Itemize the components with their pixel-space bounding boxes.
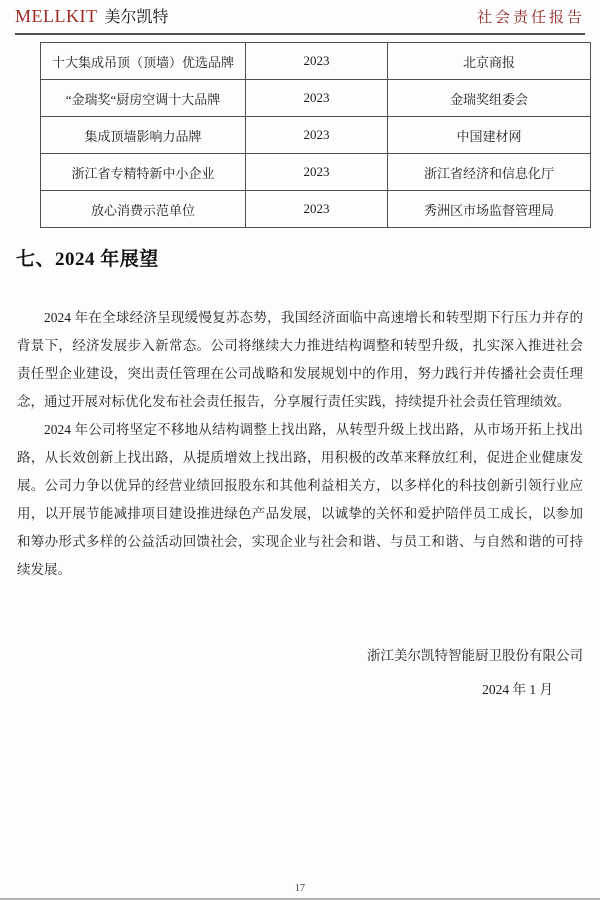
table-row <box>41 154 591 191</box>
document-title: 社会责任报告 <box>476 10 585 26</box>
award-name-cell: 十大集成吊顶（顶墙）优选品牌 <box>41 43 246 80</box>
year-cell: 2023 <box>246 80 388 117</box>
table-row <box>41 43 591 80</box>
page-number: 17 <box>295 883 305 894</box>
signature-company: 浙江美尔凯特智能厨卫股份有限公司 <box>367 648 583 663</box>
award-name-cell: 放心消费示范单位 <box>41 191 246 228</box>
brand-name-cn: 美尔凯特 <box>104 9 169 26</box>
issuer-cell: 金瑞奖组委会 <box>388 80 591 117</box>
year-cell: 2023 <box>246 43 388 80</box>
issuer-cell: 中国建材网 <box>388 117 591 154</box>
awards-table <box>40 42 591 228</box>
section-heading: 七、2024 年展望 <box>16 249 159 270</box>
award-name-cell: “金瑞奖“厨房空调十大品牌 <box>41 80 246 117</box>
year-cell: 2023 <box>246 117 388 154</box>
issuer-cell: 浙江省经济和信息化厅 <box>388 154 591 191</box>
table-row <box>41 191 591 228</box>
year-cell: 2023 <box>246 154 388 191</box>
page-header <box>15 6 585 35</box>
award-name-cell: 浙江省专精特新中小企业 <box>41 154 246 191</box>
award-name-cell: 集成顶墙影响力品牌 <box>41 117 246 154</box>
brand <box>15 6 169 28</box>
issuer-cell: 北京商报 <box>388 43 591 80</box>
paragraph: 2024 年公司将坚定不移地从结构调整上找出路，从转型升级上找出路，从市场开拓上找出路，从长效创新上找出路，从提质增效上找出路，用积极的改革来释放红利，促进企业健康发展。公司力争以优异的经营业绩回报股东和其他利益相关方，以多样化的科技创新引领行业应用，以开展节能减排项目建设推进绿色产品发展，以诚挚的关怀和爱护陪伴员工成长，以参加和筹办形式多样的公益活动回馈社会，实现企业与社会和谐、与员工和谐、与自然和谐的可持续发展。 <box>17 422 583 577</box>
table-row <box>41 117 591 154</box>
brand-logo-text: MELLKIT <box>15 6 98 26</box>
year-cell: 2023 <box>246 191 388 228</box>
signature-date: 2024 年 1 月 <box>482 682 553 697</box>
section-body <box>17 304 583 584</box>
table-row <box>41 80 591 117</box>
signature-block <box>367 642 583 704</box>
paragraph: 2024 年在全球经济呈现缓慢复苏态势，我国经济面临中高速增长和转型期下行压力并存的背景下，经济发展步入新常态。公司将继续大力推进结构调整和转型升级，扎实深入推进社会责任型企业建设，突出责任管理在公司战略和发展规划中的作用，努力践行并传播社会责任理念，通过开展对标优化发布社会责任报告，分享履行责任实践，持续提升社会责任管理绩效。 <box>17 310 583 409</box>
issuer-cell: 秀洲区市场监督管理局 <box>388 191 591 228</box>
